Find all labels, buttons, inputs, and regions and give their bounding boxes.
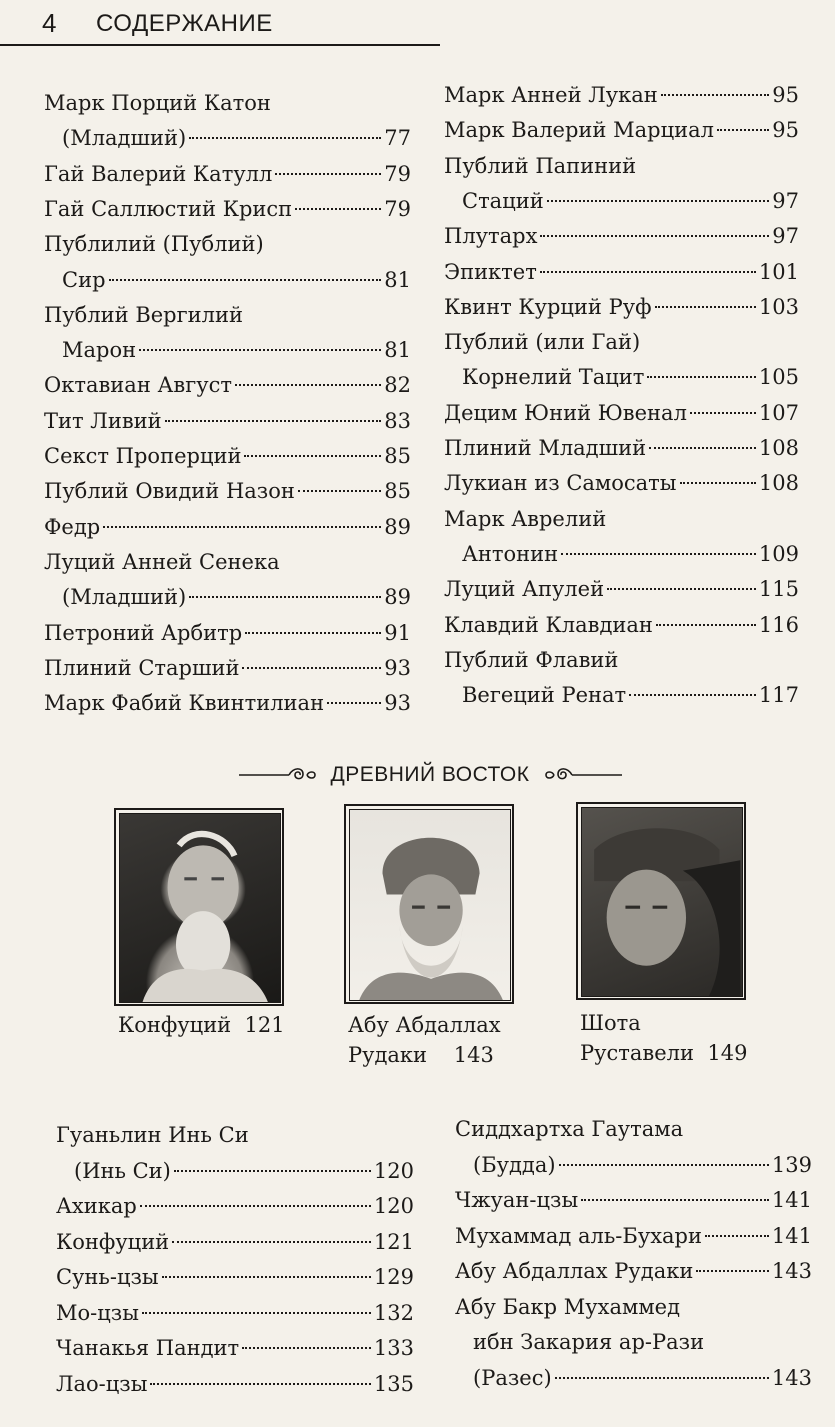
toc-entry-page: 120 — [373, 1158, 414, 1183]
toc-entry — [44, 123, 411, 153]
toc-entry-page: 82 — [384, 373, 411, 398]
toc-entry-page: 108 — [758, 436, 799, 460]
toc-entry-title: (Инь Си) — [74, 1158, 171, 1183]
dot-leader — [547, 200, 770, 202]
caption-page: 121 — [244, 1013, 285, 1037]
dot-leader — [298, 490, 381, 492]
dot-leader — [235, 384, 381, 386]
caption-confucius — [118, 1010, 285, 1040]
toc-entry — [44, 441, 411, 471]
toc-entry — [455, 1292, 812, 1322]
dot-leader — [540, 235, 769, 237]
header-rule — [0, 44, 440, 46]
toc-entry-title: Марк Анней Лукан — [444, 83, 658, 107]
toc-entry-title: Марк Аврелий — [444, 506, 607, 531]
toc-east-right-column — [455, 1114, 812, 1404]
toc-entry-title: Тит Ливий — [44, 408, 162, 433]
toc-entry — [44, 159, 411, 189]
toc-entry-page: 79 — [384, 196, 411, 221]
dot-leader — [295, 208, 381, 210]
dot-leader — [327, 702, 381, 704]
toc-entry-page: 129 — [373, 1265, 414, 1289]
toc-entry-title: Луций Апулей — [444, 577, 605, 602]
toc-entry-title: Лукиан из Самосаты — [444, 471, 677, 496]
toc-entry-title: Стаций — [462, 188, 544, 213]
portrait-rudaki — [344, 804, 514, 1004]
toc-entry — [455, 1114, 812, 1144]
toc-entry-page: 135 — [373, 1371, 414, 1396]
dot-leader — [244, 455, 381, 457]
toc-entry-title: Клавдий Клавдиан — [444, 612, 653, 637]
toc-entry-page: 139 — [771, 1152, 812, 1177]
toc-entry — [444, 398, 799, 428]
caption-name: Руставели — [580, 1041, 694, 1065]
toc-entry-title: Сир — [62, 267, 106, 292]
toc-entry-title: Гуаньлин Инь Си — [56, 1123, 249, 1147]
toc-entry-title: Ахикар — [56, 1194, 137, 1218]
toc-entry-title: Марк Порций Катон — [44, 91, 271, 115]
toc-entry-title: (Младший) — [62, 126, 187, 151]
toc-entry-page: 132 — [373, 1300, 414, 1325]
toc-entry — [44, 547, 411, 577]
dot-leader — [275, 173, 381, 175]
toc-entry-title: Марк Валерий Марциал — [444, 118, 714, 143]
page-number: 4 — [42, 8, 57, 38]
dot-leader — [647, 376, 755, 378]
toc-entry-page: 85 — [384, 444, 411, 468]
dot-leader — [165, 420, 382, 422]
page-header — [0, 0, 835, 50]
dot-leader — [555, 1377, 769, 1379]
dot-leader — [581, 1199, 769, 1201]
dot-leader — [189, 596, 381, 598]
caption-rustaveli — [580, 1008, 747, 1068]
toc-entry — [444, 680, 799, 710]
toc-entry-page: 83 — [384, 408, 411, 433]
toc-entry-title: Секст Проперций — [44, 444, 242, 468]
dot-leader — [629, 694, 756, 696]
toc-entry-page: 91 — [384, 620, 411, 645]
toc-entry — [44, 229, 411, 259]
toc-entry-title: Квинт Курций Руф — [444, 294, 652, 319]
dot-leader — [245, 632, 381, 634]
toc-entry — [56, 1156, 414, 1186]
dot-leader — [174, 1170, 371, 1172]
rustaveli-figure-icon — [582, 808, 742, 996]
dot-leader — [607, 588, 756, 590]
toc-entry-title: Плиний Младший — [444, 436, 647, 460]
toc-entry — [444, 539, 799, 569]
toc-entry — [56, 1191, 414, 1221]
toc-entry-title: Сиддхартха Гаутама — [455, 1117, 684, 1141]
toc-entry-page: 95 — [772, 118, 799, 143]
toc-entry — [56, 1333, 414, 1363]
dot-leader — [142, 1312, 371, 1314]
toc-entry — [444, 186, 799, 216]
dot-leader — [189, 137, 381, 139]
dot-leader — [696, 1270, 769, 1272]
toc-right-column — [444, 80, 799, 720]
toc-entry-page: 109 — [758, 541, 799, 566]
toc-entry-page: 105 — [758, 365, 799, 390]
toc-entry — [444, 327, 799, 357]
dot-leader — [690, 412, 756, 414]
toc-entry-title: Децим Юний Ювенал — [444, 400, 687, 425]
dot-leader — [139, 349, 381, 351]
dot-leader — [705, 1235, 769, 1237]
toc-entry-title: Гай Валерий Катулл — [44, 161, 273, 186]
toc-entry-title: Мо-цзы — [56, 1300, 139, 1325]
toc-entry — [444, 221, 799, 251]
toc-entry-title: Чжуан-цзы — [455, 1188, 579, 1212]
toc-entry-title: Публий Вергилий — [44, 302, 243, 327]
toc-entry-title: Абу Бакр Мухаммед — [455, 1294, 681, 1319]
toc-entry-title: ибн Закария ар-Рази — [473, 1330, 705, 1354]
toc-entry-title: Публилий (Публий) — [44, 232, 264, 257]
toc-entry-page: 85 — [384, 479, 411, 504]
toc-entry-title: Лао-цзы — [56, 1371, 148, 1396]
toc-entry — [44, 582, 411, 612]
confucius-figure-icon — [120, 814, 280, 1002]
toc-entry — [444, 80, 799, 110]
toc-entry-page: 133 — [373, 1336, 414, 1360]
toc-entry — [44, 476, 411, 506]
dot-leader — [656, 624, 756, 626]
toc-entry-title: Публий Овидий Назон — [44, 479, 295, 504]
toc-entry-page: 89 — [384, 585, 411, 610]
toc-entry-page: 116 — [758, 612, 799, 637]
toc-entry — [444, 504, 799, 534]
dot-leader — [680, 482, 756, 484]
dot-leader — [655, 306, 756, 308]
caption-page: 149 — [707, 1041, 748, 1065]
toc-entry-page: 93 — [384, 655, 411, 680]
toc-entry-title: Публий Флавий — [444, 647, 619, 672]
dot-leader — [661, 94, 769, 96]
toc-entry — [44, 300, 411, 330]
toc-entry — [455, 1327, 812, 1357]
toc-entry — [44, 512, 411, 542]
toc-entry-title: Плутарх — [444, 224, 538, 249]
toc-entry — [444, 468, 799, 498]
toc-entry-title: Октавиан Август — [44, 373, 232, 398]
toc-entry — [455, 1185, 812, 1215]
toc-entry-title: Публий Папиний — [444, 153, 637, 178]
toc-entry-page: 95 — [772, 83, 799, 107]
dot-leader — [172, 1241, 371, 1243]
dot-leader — [561, 553, 756, 555]
toc-entry — [444, 645, 799, 675]
toc-entry-title: Вегеций Ренат — [462, 683, 627, 708]
toc-entry — [444, 610, 799, 640]
toc-entry-title: Корнелий Тацит — [462, 365, 645, 390]
toc-entry-page: 143 — [771, 1365, 812, 1390]
toc-entry-page: 101 — [758, 259, 799, 284]
toc-entry-page: 89 — [384, 514, 411, 539]
toc-entry — [444, 115, 799, 145]
toc-entry — [56, 1227, 414, 1257]
rudaki-figure-icon — [350, 810, 510, 1000]
caption-page: 143 — [453, 1043, 494, 1067]
ornament-left-icon — [237, 765, 317, 785]
toc-entry — [44, 653, 411, 683]
toc-entry — [56, 1369, 414, 1399]
toc-entry-page: 141 — [771, 1188, 812, 1212]
toc-entry-title: Антонин — [462, 541, 559, 566]
dot-leader — [717, 129, 769, 131]
toc-entry-page: 81 — [384, 267, 411, 292]
toc-entry-title: (Разес) — [473, 1365, 552, 1390]
toc-entry — [455, 1150, 812, 1180]
dot-leader — [649, 447, 756, 449]
caption-rudaki — [348, 1010, 501, 1070]
toc-entry-page: 97 — [772, 224, 799, 249]
toc-entry-title: Плиний Старший — [44, 655, 240, 680]
toc-entry — [444, 292, 799, 322]
toc-entry-title: Чанакья Пандит — [56, 1336, 240, 1360]
toc-entry — [56, 1298, 414, 1328]
toc-entry — [56, 1262, 414, 1292]
toc-entry-page: 117 — [758, 683, 799, 708]
toc-entry-page: 97 — [772, 188, 799, 213]
dot-leader — [242, 667, 381, 669]
toc-entry-page: 121 — [373, 1229, 414, 1254]
toc-entry-page: 141 — [771, 1223, 812, 1248]
toc-entry-title: Конфуций — [56, 1229, 170, 1254]
toc-entry-page: 79 — [384, 161, 411, 186]
portrait-rustaveli — [576, 802, 746, 1000]
dot-leader — [162, 1276, 371, 1278]
toc-entry — [455, 1256, 812, 1286]
toc-entry-title: (Будда) — [473, 1152, 556, 1177]
toc-entry-page: 77 — [384, 126, 411, 151]
caption-name: Абу Абдаллах — [348, 1013, 501, 1037]
toc-entry-title: Эпиктет — [444, 259, 537, 284]
caption-name: Шота — [580, 1011, 641, 1035]
caption-name: Рудаки — [348, 1043, 428, 1067]
toc-entry — [44, 688, 411, 718]
toc-entry — [44, 335, 411, 365]
toc-entry — [44, 618, 411, 648]
toc-entry — [444, 574, 799, 604]
toc-entry-page: 93 — [384, 691, 411, 716]
dot-leader — [242, 1347, 371, 1349]
toc-entry-title: Сунь-цзы — [56, 1265, 159, 1289]
caption-name: Конфуций — [118, 1013, 232, 1037]
toc-entry — [444, 433, 799, 463]
toc-entry — [455, 1221, 812, 1251]
toc-entry-title: Гай Саллюстий Крисп — [44, 196, 293, 221]
toc-entry-page: 120 — [373, 1194, 414, 1218]
toc-entry — [44, 88, 411, 118]
ornament-right-icon — [544, 765, 624, 785]
divider-title: ДРЕВНИЙ ВОСТОК — [330, 763, 530, 786]
toc-entry-page: 107 — [758, 400, 799, 425]
toc-entry-title: Публий (или Гай) — [444, 330, 641, 355]
toc-entry-page: 143 — [771, 1259, 812, 1283]
toc-entry-title: (Младший) — [62, 585, 187, 610]
toc-entry-title: Марк Фабий Квинтилиан — [44, 691, 325, 716]
toc-entry — [56, 1120, 414, 1150]
toc-entry-title: Марон — [62, 338, 137, 363]
toc-entry — [44, 265, 411, 295]
portrait-confucius — [114, 808, 284, 1006]
toc-entry — [44, 406, 411, 436]
dot-leader — [150, 1383, 370, 1385]
dot-leader — [540, 271, 756, 273]
toc-entry — [44, 370, 411, 400]
toc-entry-page: 108 — [758, 471, 799, 496]
toc-entry — [444, 257, 799, 287]
toc-entry-page: 103 — [758, 294, 799, 319]
toc-entry-title: Мухаммад аль-Бухари — [455, 1223, 702, 1248]
toc-entry-title: Петроний Арбитр — [44, 620, 243, 645]
section-divider — [220, 760, 640, 790]
toc-entry — [444, 362, 799, 392]
section-title: СОДЕРЖАНИЕ — [96, 10, 273, 37]
toc-left-column — [44, 88, 411, 728]
toc-east-left-column — [56, 1120, 414, 1400]
dot-leader — [559, 1164, 769, 1166]
toc-entry — [455, 1363, 812, 1393]
toc-entry — [44, 194, 411, 224]
dot-leader — [103, 526, 381, 528]
dot-leader — [109, 279, 382, 281]
toc-entry-title: Федр — [44, 514, 101, 539]
toc-entry-title: Абу Абдаллах Рудаки — [455, 1259, 694, 1283]
toc-entry-title: Луций Анней Сенека — [44, 549, 280, 574]
toc-entry — [444, 151, 799, 181]
toc-entry-page: 115 — [758, 577, 799, 602]
toc-entry-page: 81 — [384, 338, 411, 363]
dot-leader — [140, 1205, 371, 1207]
